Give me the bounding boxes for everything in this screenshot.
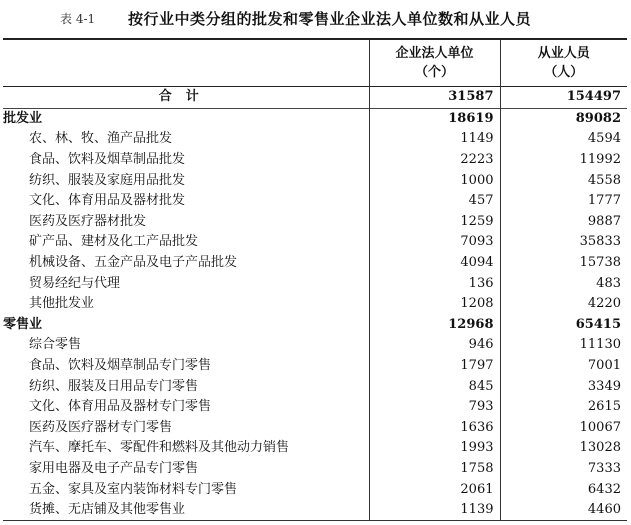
retail-units: 12968 (369, 315, 500, 336)
row-name: 文化、体育用品及器材专门零售 (29, 399, 212, 415)
row-units: 1797 (369, 356, 500, 377)
row-name: 医药及医疗器材批发 (29, 213, 147, 229)
table-row (3, 418, 627, 439)
row-name: 文化、体育用品及器材批发 (29, 193, 186, 209)
row-units: 1149 (369, 129, 500, 150)
row-name: 家用电器及电子产品专门零售 (29, 460, 199, 476)
row-employees: 4220 (500, 294, 627, 315)
row-units: 845 (369, 376, 500, 397)
header-employees (500, 39, 627, 87)
row-units: 4094 (369, 253, 500, 274)
row-employees: 6432 (500, 479, 627, 500)
row-employees: 4594 (500, 129, 627, 150)
table-row (3, 356, 627, 377)
row-name: 农、林、牧、渔产品批发 (29, 131, 173, 147)
table-row (3, 376, 627, 397)
table-row (3, 335, 627, 356)
row-units: 1259 (369, 212, 500, 233)
total-employees: 154497 (500, 87, 627, 109)
row-units: 1636 (369, 418, 500, 439)
row-name: 纺织、服装及日用品专门零售 (29, 378, 199, 394)
row-employees: 483 (500, 273, 627, 294)
table-row (3, 253, 627, 274)
row-units: 1208 (369, 294, 500, 315)
header-employees-unit: （人） (544, 65, 584, 80)
header-employees-label: 从业人员 (537, 46, 590, 61)
row-name: 其他批发业 (29, 296, 95, 312)
row-employees: 15738 (500, 253, 627, 274)
row-units: 1000 (369, 170, 500, 191)
table-number: 表 4-1 (60, 12, 96, 26)
header-category (3, 39, 369, 87)
table-row (3, 129, 627, 150)
header-units (369, 39, 500, 87)
row-units: 1993 (369, 438, 500, 459)
retail-label: 零售业 (3, 316, 43, 332)
row-employees: 1777 (500, 191, 627, 212)
row-units: 457 (369, 191, 500, 212)
table-row (3, 459, 627, 480)
wholesale-employees: 89082 (500, 108, 627, 129)
row-units: 2061 (369, 479, 500, 500)
row-employees: 11992 (500, 150, 627, 171)
table-row (3, 273, 627, 294)
table-row (3, 397, 627, 418)
data-table (3, 38, 627, 521)
row-units: 1758 (369, 459, 500, 480)
row-employees: 2615 (500, 397, 627, 418)
retail-row (3, 315, 627, 336)
row-name: 五金、家具及室内装饰材料专门零售 (29, 481, 238, 497)
table-row (3, 232, 627, 253)
table-row (3, 294, 627, 315)
row-name: 综合零售 (29, 337, 82, 353)
row-employees: 13028 (500, 438, 627, 459)
table-title-text: 按行业中类分组的批发和零售业企业法人单位数和从业人员 (128, 10, 532, 28)
total-row (3, 87, 627, 109)
row-name: 汽车、摩托车、零配件和燃料及其他动力销售 (29, 440, 290, 456)
row-units: 946 (369, 335, 500, 356)
table-row (3, 438, 627, 459)
row-employees: 11130 (500, 335, 627, 356)
row-employees: 9887 (500, 212, 627, 233)
total-units: 31587 (369, 87, 500, 109)
row-units: 1139 (369, 500, 500, 521)
row-name: 货摊、无店铺及其他零售业 (3, 500, 369, 521)
header-units-unit: （个） (414, 65, 454, 80)
header-row (3, 39, 627, 87)
retail-employees: 65415 (500, 315, 627, 336)
table-title (0, 8, 631, 30)
row-units: 2223 (369, 150, 500, 171)
wholesale-units: 18619 (369, 108, 500, 129)
row-employees: 4558 (500, 170, 627, 191)
table-row (3, 479, 627, 500)
row-units: 7093 (369, 232, 500, 253)
table-row (3, 150, 627, 171)
row-employees: 7001 (500, 356, 627, 377)
row-name: 贸易经纪与代理 (29, 275, 121, 291)
row-name: 食品、饮料及烟草制品专门零售 (29, 358, 212, 374)
row-employees: 7333 (500, 459, 627, 480)
row-employees: 3349 (500, 376, 627, 397)
wholesale-row (3, 108, 627, 129)
wholesale-label: 批发业 (3, 108, 369, 129)
row-units: 136 (369, 273, 500, 294)
row-name: 医药及医疗器材专门零售 (29, 419, 173, 435)
row-employees: 35833 (500, 232, 627, 253)
table-row (3, 500, 627, 521)
total-label: 合计 (3, 87, 369, 109)
row-employees: 4460 (500, 500, 627, 521)
header-units-label: 企业法人单位 (395, 46, 474, 61)
row-name: 机械设备、五金产品及电子产品批发 (29, 255, 238, 271)
table-row (3, 212, 627, 233)
row-name: 食品、饮料及烟草制品批发 (29, 152, 186, 168)
row-name: 矿产品、建材及化工产品批发 (29, 234, 199, 250)
table-row (3, 191, 627, 212)
row-name: 纺织、服装及家庭用品批发 (29, 172, 186, 188)
row-employees: 10067 (500, 418, 627, 439)
row-units: 793 (369, 397, 500, 418)
table-row (3, 170, 627, 191)
